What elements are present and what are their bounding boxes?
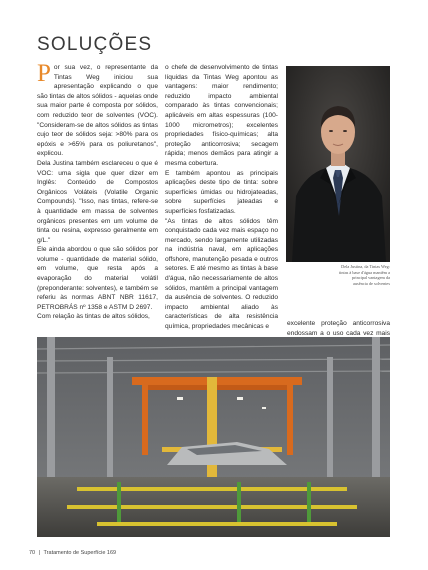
paragraph: Com relação às tintas de altos sólidos, <box>37 313 150 321</box>
footer-separator: | <box>38 550 41 556</box>
text-column-1 <box>37 60 158 322</box>
photo-caption: Dela Justina, da Tintas Weg: tintas à base d'água mantêm a principal vantagem da ausência de solventes <box>338 264 390 286</box>
paragraph-text: or sua vez, o representante da Tintas Weg iniciou sua apresentação explicando o que são tintas de altos sólidos - aquelas onde sua maior parte é composta por sólidos, com reduzido teor de solventes (VOC). "Consideram-se de altos sólidos as tintas cujo teor de sólidos seja: >80% para os epóxis e >65% para os poliuretanos", explicou. <box>37 64 158 158</box>
paragraph: Dela Justina também esclareceu o que é VOC: uma sigla que quer dizer em Inglês: Conteúdo de Compostos Orgânicos Voláteis (Volatile Organic Compounds). "Isso, nas tintas, refere-se à quantidade em massa de solventes orgânicos presentes em um volume de tinta ou resina, expresso geralmente em g/L." <box>37 159 158 244</box>
paragraph: "As tintas de altos sólidos têm conquistado cada vez mais espaço no mercado, sendo largamente utilizadas na indústria naval, em aplicações offshore, manutenção pesada e outros setores. E até mesmo as tintas à base d'água, não necessariamente de altos sólidos, mantêm a principal vantagem da ausência de solventes. O reduzido impacto ambiental aliado às características de alta resistência química, propriedades mecânicas e <box>165 217 278 331</box>
factory-photo <box>37 337 390 537</box>
paragraph: excelente proteção anticorrosiva endossam a o uso cada vez mais <box>287 320 390 337</box>
page-number: 70 <box>29 550 36 556</box>
paragraph: Ele ainda abordou o que são sólidos por volume - quantidade de material sólido, em volume, que resta após a evaporação do material volátil (preponderante: solventes), e também se referiu às normas ABNT NBR 11617, PETROBRÁS nº 1358 e ASTM D 2697. <box>37 246 158 311</box>
page-footer <box>29 550 116 556</box>
drop-cap: P <box>37 60 51 87</box>
paragraph: o chefe de desenvolvimento de tintas líquidas da Tintas Weg apontou as vantagens: maior rendimento; reduzido impacto ambiental comparado às tintas convencionais; aplicáveis em altas espessuras (100-1000 micrometros); excelentes propriedades físico-químicas; alta proteção anticorrosiva; secagem rápida; menos demãos para atingir a mesma cobertura. <box>165 64 278 167</box>
text-column-2 <box>165 63 278 332</box>
section-title: SOLUÇÕES <box>37 34 153 55</box>
paragraph <box>37 60 158 159</box>
portrait-photo <box>286 66 390 262</box>
paragraph: E também apontou as principais aplicações deste tipo de tinta: sobre superfícies úmidas ou hidrojateadas, sobre superfícies jateadas e superfícies fosfatizadas. <box>165 169 278 215</box>
magazine-name: Tratamento de Superfície 169 <box>43 550 117 556</box>
